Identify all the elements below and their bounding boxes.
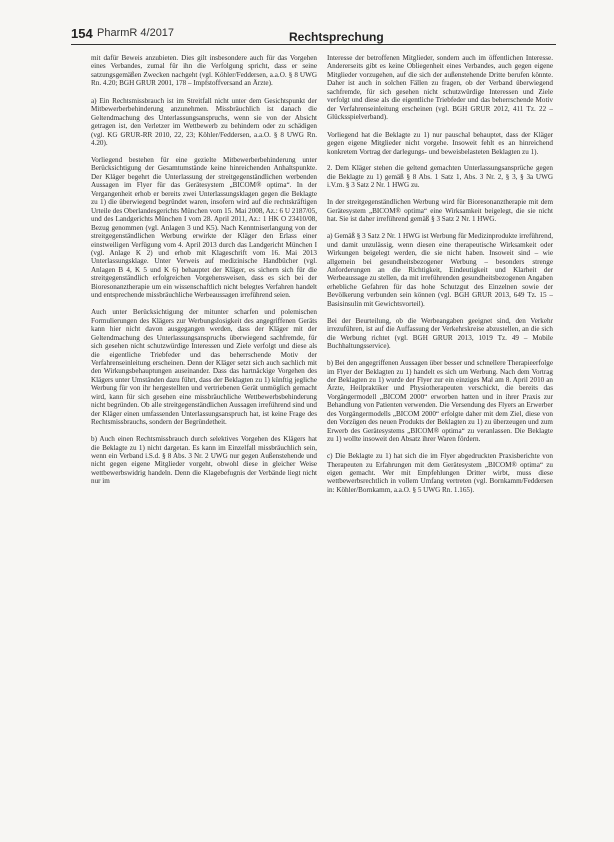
paragraph: mit dafür Beweis anzubieten. Dies gilt insbesondere auch für das Vorgehen eines Verbandes, zumal für ihn die Verfolgung spricht, dass er seine satzungsgemäßen Zwecken nachgeht (vgl. Köhler/Feddersen, a.a.O. § 8 UWG Rn. 4.20; BGH GRUR 2001, 178 – Impfstoffversand an Ärzte).: [91, 54, 317, 88]
paragraph: Vorliegend hat die Beklagte zu 1) nur pauschal behauptet, dass der Kläger gegen eigene Mitglieder nicht vorgehe. Insoweit fehlt es an hinreichend konkretem Vortrag der darlegungs- und beweisbelasteten Beklagten zu 1).: [327, 130, 553, 156]
paragraph: a) Gemäß § 3 Satz 2 Nr. 1 HWG ist Werbung für Medizinprodukte irreführend, und damit unzulässig, wenn diesen eine therapeutische Wirksamkeit oder Wirkungen beigelegt werden, die sie nicht haben. Insoweit sind – wie allgemein bei gesundheitsbezogener Werbung – besonders strenge Anforderungen an die Richtigkeit, Eindeutigkeit und Klarheit der Werbeaussage zu stellen, da mit irreführenden gesundheitsbezogenen Angaben erhebliche Gefahren für das hohe Schutzgut des Einzelnen sowie der Bevölkerung verbunden sein können (vgl. BGH GRUR 2013, 649 Tz. 15 – Basisinsulin mit Gewichtsvorteil).: [327, 232, 553, 308]
left-column: [91, 54, 317, 494]
page-number: 154: [71, 26, 93, 41]
paragraph: b) Auch einen Rechtsmissbrauch durch selektives Vorgehen des Klägers hat die Beklagte zu 1) nicht dargetan. Es kann im Einzelfall missbräuchlich sein, wenn ein Verband i.S.d. § 8 Abs. 3 Nr. 2 UWG nur gegen Außenstehende und nicht gegen eigene Mitglieder vorgeht, obwohl diese in gleicher Weise wettbewerbswidrig handeln. Denn die Klagebefugnis der Verbände liegt nicht nur im: [91, 435, 317, 486]
paragraph: Interesse der betroffenen Mitglieder, sondern auch im öffentlichen Interesse. Andererseits gibt es keine Obliegenheit eines Verbandes, auch gegen eigene Mitglieder vorzugehen, auf die sich der außenstehende Dritte berufen könnte. Daher ist auch in solchen Fällen zu fragen, ob der Verband überwiegend sachfremde, für sich gesehen nicht schutzwürdige Interessen und Ziele verfolgt und diese als die eigentliche Triebfeder und das beherrschende Motiv der Verfahrenseinleitung erscheinen (vgl. BGH GRUR 2012, 411 Tz. 22 – Glücksspielverband).: [327, 54, 553, 122]
paragraph: c) Die Beklagte zu 1) hat sich die im Flyer abgedruckten Praxisberichte von Therapeuten zu Erfahrungen mit dem Gerätesystem „BICOM® optima“ zu eigen gemacht. Wer mit Empfehlungen Dritter wirbt, muss diese wettbewerbsrechtlich in vollem Umfang vertreten (vgl. Bornkamm/Feddersen in: Köhler/Bornkamm, a.a.O. § 5 UWG Rn. 1.165).: [327, 452, 553, 494]
section-title: Rechtsprechung: [289, 30, 384, 44]
page-header: [71, 24, 556, 46]
header-rule: [71, 44, 556, 45]
paragraph: 2. Dem Kläger stehen die geltend gemachten Unterlassungsansprüche gegen die Beklagte zu 1) gemäß § 8 Abs. 1 Satz 1, Abs. 3 Nr. 2, § 3, § 3a UWG i.V.m. § 3 Satz 2 Nr. 1 HWG zu.: [327, 164, 553, 190]
journal-issue: PharmR 4/2017: [97, 27, 175, 39]
paragraph: Bei der Beurteilung, ob die Werbeangaben geeignet sind, den Verkehr irrezuführen, ist auf die Auffassung der Verkehrskreise abzustellen, an die sich die Werbung richtet (vgl. BGH GRUR 2013, 1019 Tz. 49 – Mobile Buchhaltungsservice).: [327, 316, 553, 351]
paragraph: a) Ein Rechtsmissbrauch ist im Streitfall nicht unter dem Gesichtspunkt der Mitbewerberbehinderung anzunehmen. Missbräuchlich ist danach die Geltendmachung des Unterlassungsanspruchs, wenn sie von der Absicht getragen ist, den Verletzer im Wettbewerb zu behindern oder zu schädigen (vgl. KG GRUR-RR 2010, 22, 23; Köhler/Feddersen, a.a.O. § 8 UWG Rn. 4.20).: [91, 96, 317, 148]
right-column: [327, 54, 553, 503]
paragraph: Vorliegend bestehen für eine gezielte Mitbewerberbehinderung unter Berücksichtigung der Gesamtumstände keine hinreichenden Anhaltspunkte. Der Kläger begehrt die Unterlassung der streitgegenständlichen werbenden Aussagen im Flyer für das Gerätesystem „BICOM® optima“. In der Vergangenheit erhob er bereits zwei Unterlassungsklagen gegen die Beklagte zu 1) die überwiegend begründet waren, insofern wird auf die rechtskräftigen Urteile des Oberlandesgerichts München vom 15. Mai 2008, Az.: 6 U 2187/05, und des Landgerichts München I vom 28. April 2011, Az.: 1 HK O 23410/08, Bezug genommen (vgl. Anlagen 3 und K5). Nach Kenntniserlangung von der streitgegenständlichen Werbung erwirkte der Kläger den Erlass einer einstweiligen Verfügung vom 4. April 2013 durch das Landgericht München I (vgl. Anlage K 2) und erhob mit Klageschrift vom 16. Mai 2013 Unterlassungsklage. Unter Verweis auf medizinische Handbücher (vgl. Anlagen B 4, K 5 und K 6) behauptet der Kläger, es sichern sich für die streitgegenständlich erfolgreichen Vorgehensweisen, dass es sich bei der Bioresonanztherapie um ein wissenschaftlich nicht belegtes Verfahren handelt und entsprechende missbräuchliche Werbeaussagen irreführend seien.: [91, 156, 317, 300]
paragraph: Auch unter Berücksichtigung der mitunter scharfen und polemischen Formulierungen des Klägers zur Werbungslosigkeit des angegriffenen Geräts kann hier nicht davon ausgegangen werden, dass der Kläger mit der Geltendmachung des Unterlassungsanspruchs überwiegend sachfremde, für sich gesehen nicht schutzwürdige Interessen und Ziele verfolgt und diese als die eigentliche Triebfeder und das beherrschende Motiv der Verfahrenseinleitung erscheinen. Denn der Kläger setzt sich auch sachlich mit den Wirkungsbehauptungen auseinander. Dass das hartnäckige Vorgehen des Klägers unter Umständen dazu führt, dass der Beklagten zu 1) künftig jegliche Werbung für von ihr hergestellten und vertriebenen Gerät unmöglich gemacht wird, kann für sich gesehen eine missbräuchliche Wettbewerbsbehinderung nicht begründen. Ob alle streitgegenständlichen Aussagen irreführend sind und der Kläger einen umfassenden Unterlassungsanspruch hat, ist keine Frage des Rechtsmissbrauchs, sondern der Begründetheit.: [91, 308, 317, 427]
paragraph: In der streitgegenständlichen Werbung wird für Bioresonanztherapie mit dem Gerätesystem „BICOM® optima“ eine Wirksamkeit beigelegt, die sie nicht hat. Sie ist daher irreführend gemäß § 3 Satz 2 Nr. 1 HWG.: [327, 198, 553, 224]
paragraph: b) Bei den angegriffenen Aussagen über besser und schnellere Therapieerfolge im Flyer der Beklagten zu 1) handelt es sich um Werbung. Nach dem Vortrag der Beklagten zu 1) wurde der Flyer zur ein einziges Mal am 8. April 2010 an Ärzte, Heilpraktiker und Physiotherapeuten verschickt, die bereits das Vorgängermodell „BICOM 2000“ erworben hatten und in ihrer Praxis zur Behandlung von Patienten verwenden. Die Versendung des Flyers an Erwerber des Vorgängermodells „BICOM 2000“ erfolgte daher mit dem Ziel, diese von den Vorzügen des neuen Produkts der Beklagten zu 1) zu überzeugen und zum Erwerb des Gerätesystems „BICOM® optima“ zu veranlassen. Die Beklagte zu 1) wollte insoweit den Absatz ihrer Waren fördern.: [327, 359, 553, 444]
